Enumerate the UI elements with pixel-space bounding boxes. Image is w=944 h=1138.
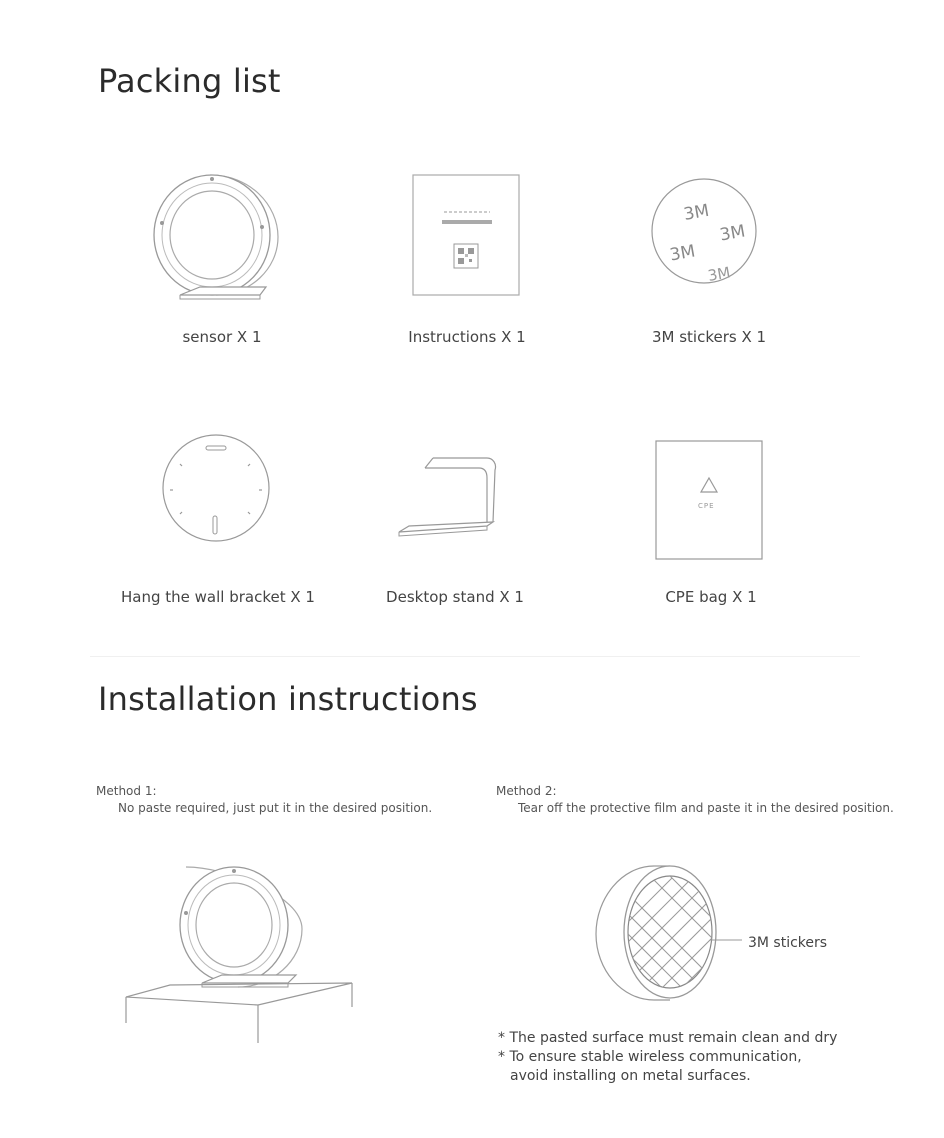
sensor-on-table-illustration: [122, 855, 362, 1049]
item-caption-desktop-stand: Desktop stand X 1: [386, 588, 524, 606]
item-caption-cpe-bag: CPE bag X 1: [665, 588, 757, 606]
svg-text:3M: 3M: [718, 221, 747, 246]
instructions-icon: [412, 174, 522, 302]
svg-text:3M: 3M: [682, 200, 711, 225]
svg-text:3M: 3M: [668, 241, 697, 266]
section-divider: [90, 656, 860, 657]
item-caption-instructions: Instructions X 1: [408, 328, 526, 346]
installation-title: Installation instructions: [98, 680, 478, 718]
method1-desc: No paste required, just put it in the desired position.: [118, 801, 433, 815]
method2-title: Method 2:: [496, 784, 557, 798]
method1-title: Method 1:: [96, 784, 157, 798]
sticker-callout-label: 3M stickers: [748, 935, 828, 951]
sensor-back-sticker-illustration: [592, 858, 752, 1012]
item-caption-sensor: sensor X 1: [182, 328, 262, 346]
method2-desc: Tear off the protective film and paste it in the desired position.: [518, 801, 894, 815]
note-line-3: avoid installing on metal surfaces.: [510, 1068, 751, 1084]
item-caption-3m-stickers: 3M stickers X 1: [651, 328, 767, 346]
note-line-1: * The pasted surface must remain clean and dry: [498, 1030, 838, 1046]
item-caption-wall-bracket: Hang the wall bracket X 1: [121, 588, 315, 606]
sensor-icon: [150, 165, 290, 314]
cpe-bag-text: CPE: [698, 502, 715, 510]
desktop-stand-icon: [395, 450, 505, 544]
svg-text:3M: 3M: [706, 263, 732, 285]
sticker-icon: [650, 175, 762, 291]
packing-list-title: Packing list: [98, 62, 281, 100]
wall-bracket-icon: [160, 432, 272, 548]
note-line-2: * To ensure stable wireless communication,: [498, 1049, 802, 1065]
